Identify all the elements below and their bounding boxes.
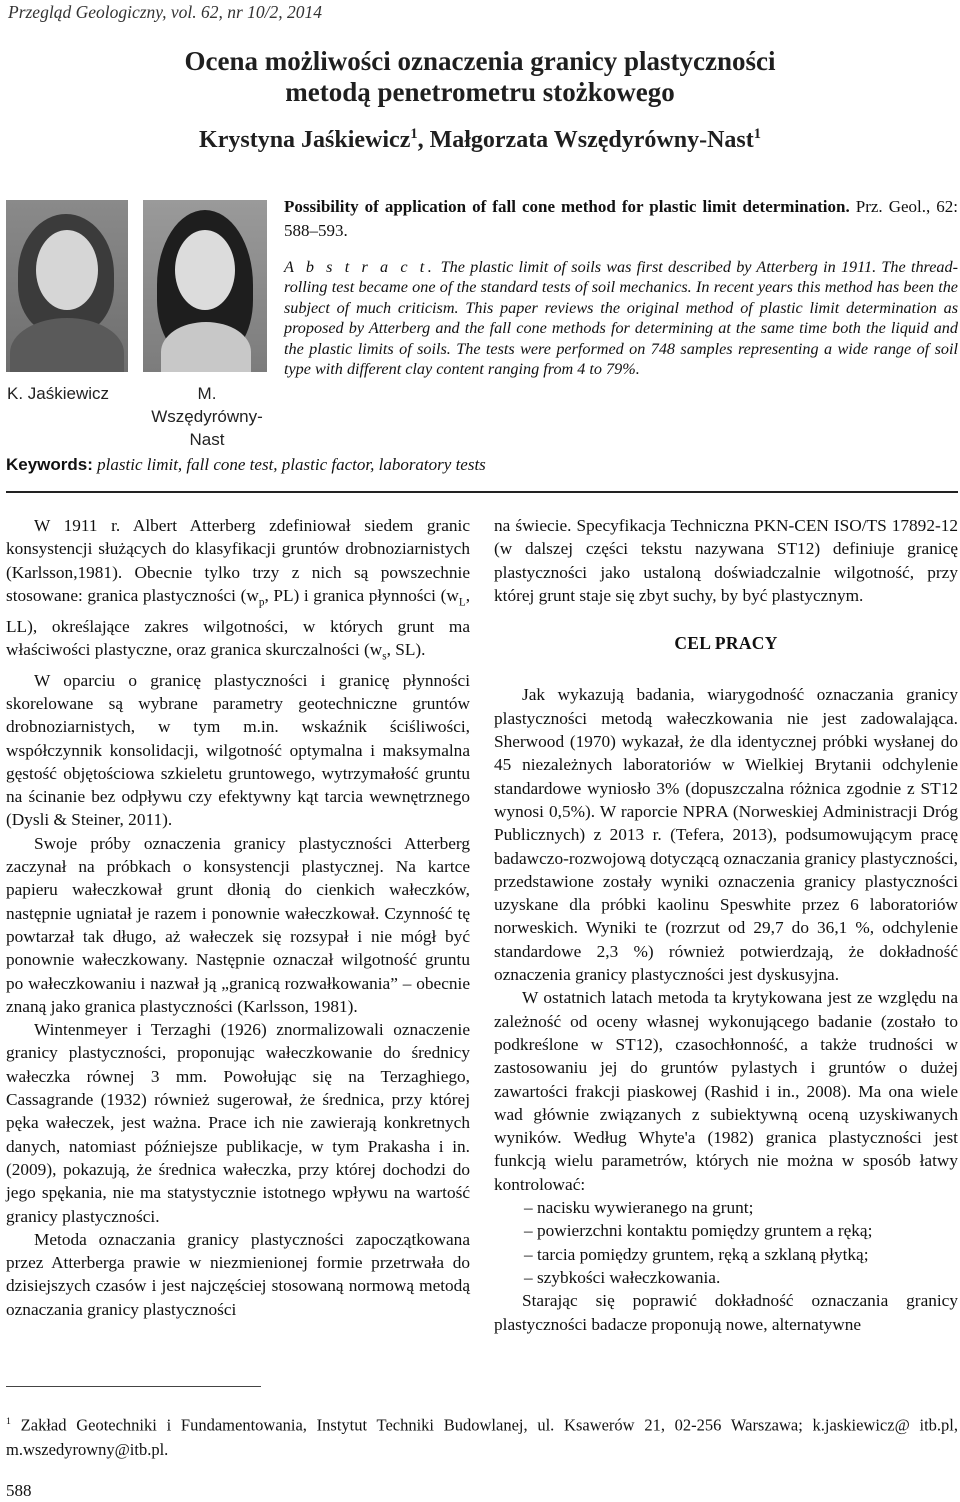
title-line-1: Ocena możliwości oznaczenia granicy plastyczności — [184, 46, 776, 76]
page-number: 588 — [6, 1481, 32, 1500]
list-item: – nacisku wywieranego na grunt; — [524, 1198, 754, 1218]
footnote-text: Zakład Geotechniki i Fundamentowania, Instytut Techniki Budowlanej, ul. Ksawerów 21, 02-256 Warszawa; k.jaskiewicz@ itb.pl, m.wszedyrowny@itb.pl. — [6, 1415, 958, 1459]
paragraph: Metoda oznaczania granicy plastyczności zapoczątkowana przez Atterberga prawie w niezmienionej formie przetrwała do dzisiejszych czasów i jest najczęściej stosowaną normową metodą oznaczania granicy plastyczności — [6, 1229, 470, 1319]
journal-header: Przegląd Geologiczny, vol. 62, nr 10/2, 2014 — [8, 2, 323, 22]
keywords-text: plastic limit, fall cone test, plastic factor, laboratory tests — [97, 455, 486, 474]
authors: Krystyna Jaśkiewicz$^1$, Małgorzata Wszędyrówny-Nast$^1$ — [199, 126, 761, 153]
footnote-marker: 1 — [6, 1416, 11, 1427]
paragraph: Swoje próby oznaczenia granicy plastyczności Atterberg zaczynał na próbkach o konsystencji plastycznej. Na kartce papieru wałeczkował grunt dłonią do cienkich wałeczków, następnie ugniatał je razem i ponownie wałeczkował. Czynność tę powtarzał tak długo, aż wałeczek się rozsypał i nie mógł być ponownie wałeczkowany. Następnie oznaczał wilgotność gruntu po wałeczkowaniu i nazwał ją „granicą rozwałkowania” – obecnie znaną jako granica plastyczności (Karlsson, 1981). — [6, 833, 470, 1016]
abstract-text: The plastic limit of soils was first described by Atterberg in 1911. The thread-rolling test became one of the standard tests of soil mechanics. In recent years this method has been the subject of much criticism. This paper reviews the original method of plastic limit determination as proposed by Atterberg and the fall cone methods for determining at the same time both the liquid and the plastic limits of soils. The tests were performed on 748 samples representing a wide range of soil type with different clay content ranging from 4 to 79%. — [284, 258, 959, 379]
photo-caption-1: K. Jaśkiewicz — [7, 384, 110, 403]
paragraph: W 1911 r. Albert Atterberg zdefiniował siedem granic konsystencji służących do klasyfikacji gruntów drobnoziarnistych (Karlsson,1981). Obecnie tylko trzy z nich są powszechnie stosowane: granica plastyczności ($w_p$, PL) i granica płynności ($w_L$, LL), określające zakres wilgotności, w których grunt ma właściwości plastyczne, oraz granica skurczalności ($w_s$, SL). — [6, 516, 471, 663]
english-reference — [284, 195, 958, 243]
paragraph: Starając się poprawić dokładność oznaczania granicy plastyczności badacze proponują nowe, alternatywne — [494, 1291, 958, 1334]
keywords — [6, 455, 486, 475]
left-column — [6, 514, 470, 1321]
photo-caption-2: M. Wszędyrówny-Nast — [151, 384, 263, 449]
list-item: – szybkości wałeczkowania. — [524, 1267, 721, 1287]
right-column — [494, 514, 958, 1336]
author-2: Małgorzata Wszędyrówny-Nast — [429, 127, 754, 153]
factor-list — [494, 1196, 958, 1289]
abstract — [284, 257, 958, 379]
author-2-affiliation: 1 — [753, 126, 761, 142]
author-1: Krystyna Jaśkiewicz — [199, 127, 411, 153]
citation: Prz. Geol., 62: 588–593. — [284, 197, 958, 240]
paragraph: Wintenmeyer i Terzaghi (1926) znormalizowali oznaczenie granicy plastyczności, proponując wałeczkowanie do średnicy wałeczka równej 3 mm. Powołując się na Terzaghiego, Cassagrande (1932) również sugerował, że średnica, przy której pęka wałeczek, jest ważna. Prace ich nie zawierają konkretnych danych, natomiast późniejsze publikacje, w tym Prakasha i in. (2009), pokazują, że średnica wałeczka, przy której dochodzi do jego spękania, nie ma statystycznie istotnego wpływu na wartość granicy plastyczności. — [6, 1020, 470, 1226]
title-line-2: metodą penetrometru stożkowego — [285, 77, 675, 107]
paragraph: W ostatnich latach metoda ta krytykowana jest ze względu na zależność od oceny własnej wykonującego badanie (zostało to podkreślone w ST12), czasochłonność, a także trudności w zastosowaniu jej do gruntów pylastych i gruntów o dużej zawartości frakcji piaskowej (Rashid i in., 2008). Ma ona wiele wad głównie związanych z subiektywną oceną uzyskiwanych wyników. Według Whyte'a (1982) granica plastyczności jest funkcją wielu parametrów, których nie można w sposób łatwy kontrolować: — [494, 988, 958, 1194]
list-item: – powierzchni kontaktu pomiędzy gruntem a ręką; — [524, 1221, 873, 1241]
list-item: – tarcia pomiędzy gruntem, ręką a szklaną płytką; — [524, 1244, 869, 1264]
author-photo-1 — [6, 200, 128, 372]
footnote — [6, 1410, 958, 1462]
paragraph: Jak wykazują badania, wiarygodność oznaczania granicy plastyczności metodą wałeczkowania nie jest zadowalająca. Sherwood (1970) wykazał, że dla identycznej próbki wysłanej do 45 niezależnych laboratoriów w Wielkiej Brytanii odchylenie standardowe wyniosło 3% (dopuszczalna różnica zgodnie z ST12 wynosi 0,5%). W raporcie NPRA (Norweskiej Administracji Dróg Publicznych) z 2013 r. (Tefera, 2013), podsumowującym pracę badawczo-rozwojową dotyczącą oznaczania granicy plastyczności, przedstawione zostały wyniki oznaczenia granicy plastyczności uzyskane dla próbki kaolinu Speswhite przez 6 laboratoriów norweskich. Wyniki te (rozrzut od 29,7 do 36,1 %, odchylenie standardowe 2,3 %) również potwierdzają, że dokładność oznaczenia granicy plastyczności jest dyskusyjna. — [494, 685, 958, 985]
section-heading: CEL PRACY — [674, 633, 778, 654]
paragraph: na świecie. Specyfikacja Techniczna PKN-CEN ISO/TS 17892-12 (w dalszej części tekstu nazywana ST12) definiuje granicę plastyczności jako ustaloną doświadczalnie wilgotność, przy której grunt staje się zbyt suchy, by być plastycznym. — [494, 516, 958, 605]
footnote-divider — [6, 1386, 261, 1387]
keywords-label: Keywords: — [6, 455, 93, 474]
article-title — [0, 46, 960, 108]
author-1-affiliation: 1 — [410, 126, 418, 142]
paragraph: W oparciu o granicę plastyczności i granicę płynności skorelowane są wybrane parametry geotechniczne gruntów drobnoziarnistych, w tym m.in. wskaźnik ściśliwości, współczynnik konsolidacji, wilgotność optymalna i maksymalna gęstość objętościowa szkieletu gruntowego, wytrzymałość gruntu na ścinanie bez odpływu czy efektywny kąt tarcia wewnętrznego (Dysli & Steiner, 2011). — [6, 670, 470, 830]
english-title: Possibility of application of fall cone method for plastic limit determination. — [284, 197, 850, 216]
section-divider — [6, 491, 958, 493]
abstract-label: A b s t r a c t. — [284, 258, 436, 276]
author-photo-2 — [143, 200, 267, 372]
